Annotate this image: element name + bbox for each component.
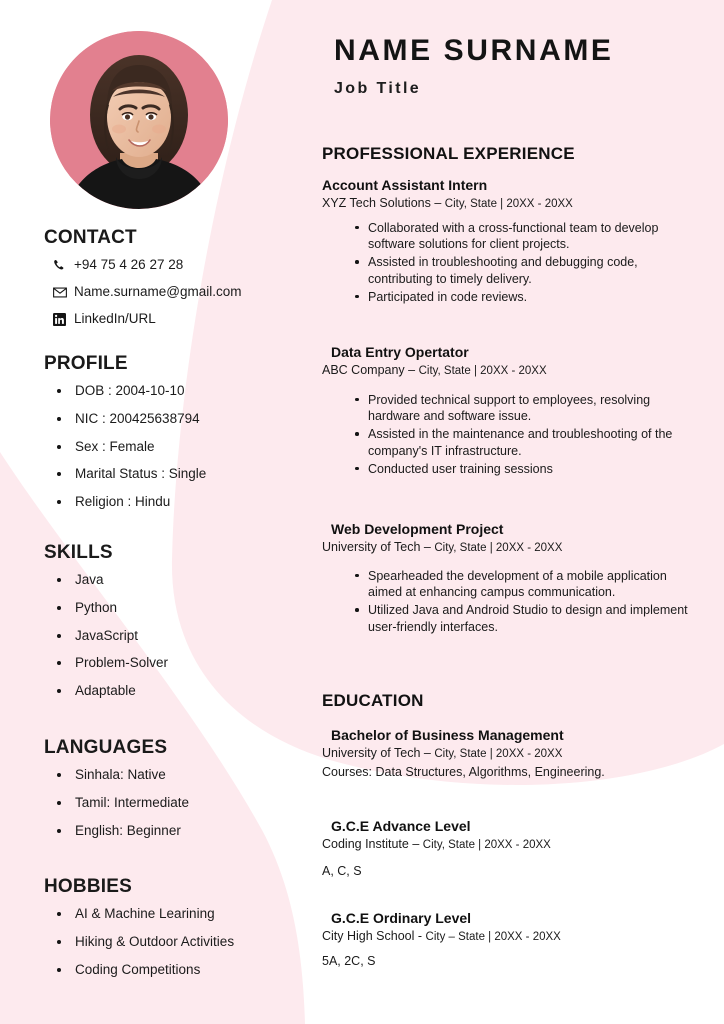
list-item: Adaptable [44, 684, 294, 699]
entry-meta: City, State | 20XX - 20XX [422, 839, 551, 852]
list-item: DOB : 2004-10-10 [44, 384, 294, 399]
entry-title: G.C.E Ordinary Level [331, 910, 472, 926]
list-item: Assisted in troubleshooting and debugging code, contributing to timely delivery. [322, 254, 694, 287]
phone-icon [44, 259, 74, 272]
list-item: Religion : Hindu [44, 495, 294, 510]
skills-section [44, 543, 294, 712]
entry-title: Web Development Project [331, 521, 504, 537]
page-title: NAME SURNAME [334, 34, 614, 67]
entry-meta: City, State | 20XX - 20XX [444, 198, 573, 211]
list-item: Marital Status : Single [44, 467, 294, 482]
entry-subtitle [322, 196, 694, 212]
list-item: Hiking & Outdoor Activities [44, 935, 294, 950]
list-item: Sinhala: Native [44, 768, 294, 783]
list-item: Participated in code reviews. [322, 289, 694, 305]
list-item: Coding Competitions [44, 963, 294, 978]
education-entry-3 [322, 910, 694, 970]
entry-meta: City – State | 20XX - 20XX [425, 931, 561, 944]
contact-email-row [44, 285, 294, 300]
experience-section-heading-wrap [322, 145, 694, 164]
list-item: Spearheaded the development of a mobile application aimed at enhancing campus communication. [322, 568, 694, 601]
education-heading: EDUCATION [322, 691, 424, 710]
entry-title: Data Entry Opertator [331, 344, 469, 360]
entry-subtitle [322, 363, 694, 379]
list-item: NIC : 200425638794 [44, 412, 294, 427]
experience-entry-1 [322, 177, 694, 307]
contact-email-value[interactable]: Name.surname@gmail.com [74, 283, 242, 299]
contact-phone-row [44, 258, 294, 273]
entry-title: G.C.E Advance Level [331, 818, 471, 834]
avatar [50, 31, 228, 209]
hobbies-section [44, 877, 294, 990]
list-item: JavaScript [44, 629, 294, 644]
list-item: Tamil: Intermediate [44, 796, 294, 811]
entry-bullets [322, 568, 694, 635]
contact-heading: CONTACT [44, 227, 137, 248]
main-content [322, 0, 694, 1024]
entry-meta: City, State | 20XX - 20XX [418, 365, 547, 378]
profile-section [44, 354, 294, 523]
entry-meta: City, State | 20XX - 20XX [434, 542, 563, 555]
contact-linkedin-value[interactable]: LinkedIn/URL [74, 310, 156, 326]
entry-org: University of Tech – [322, 540, 435, 555]
profile-heading: PROFILE [44, 353, 128, 374]
contact-linkedin-row [44, 312, 294, 327]
entry-org: XYZ Tech Solutions – [322, 196, 445, 211]
envelope-icon [44, 287, 74, 298]
entry-meta: City, State | 20XX - 20XX [434, 748, 563, 761]
list-item: AI & Machine Learining [44, 907, 294, 922]
linkedin-icon [44, 313, 74, 326]
list-item: Conducted user training sessions [322, 461, 694, 477]
languages-heading: LANGUAGES [44, 737, 168, 758]
experience-heading: PROFESSIONAL EXPERIENCE [322, 144, 575, 163]
sidebar [0, 0, 300, 1024]
experience-entry-2 [322, 344, 694, 479]
entry-org: Coding Institute – [322, 837, 423, 852]
entry-bullets [322, 220, 694, 305]
hobbies-heading: HOBBIES [44, 876, 132, 897]
education-section-heading-wrap [322, 692, 694, 711]
list-item: Sex : Female [44, 440, 294, 455]
list-item: Provided technical support to employees, resolving hardware and software issue. [322, 392, 694, 425]
entry-org: ABC Company – [322, 363, 419, 378]
list-item: Java [44, 573, 294, 588]
contact-phone-value[interactable]: +94 75 4 26 27 28 [74, 256, 184, 272]
list-item: Python [44, 601, 294, 616]
education-entry-1 [322, 727, 694, 781]
entry-title: Account Assistant Intern [322, 177, 488, 193]
job-title: Job Title [334, 79, 422, 97]
skills-heading: SKILLS [44, 542, 113, 563]
hobbies-list [44, 907, 294, 978]
entry-extra: A, C, S [322, 863, 362, 878]
languages-section [44, 738, 294, 851]
skills-list [44, 573, 294, 699]
portrait-photo-icon [50, 31, 228, 209]
education-entry-2 [322, 818, 694, 880]
contact-section [44, 228, 294, 338]
entry-org: University of Tech – [322, 746, 435, 761]
list-item: English: Beginner [44, 824, 294, 839]
entry-bullets [322, 392, 694, 477]
entry-extra: 5A, 2C, S [322, 953, 376, 968]
entry-subtitle [322, 837, 694, 853]
list-item: Utilized Java and Android Studio to design and implement user-friendly interfaces. [322, 602, 694, 635]
entry-subtitle [322, 929, 694, 945]
experience-entry-3 [322, 521, 694, 637]
profile-list [44, 384, 294, 510]
entry-org: City High School - [322, 929, 426, 944]
languages-list [44, 768, 294, 839]
list-item: Collaborated with a cross-functional team to develop software solutions for client projects. [322, 220, 694, 253]
list-item: Assisted in the maintenance and troubleshooting of the company's IT infrastructure. [322, 426, 694, 459]
list-item: Problem-Solver [44, 656, 294, 671]
entry-title: Bachelor of Business Management [331, 727, 564, 743]
entry-subtitle [322, 540, 694, 556]
entry-subtitle [322, 746, 694, 762]
entry-extra: Courses: Data Structures, Algorithms, Engineering. [322, 764, 605, 779]
